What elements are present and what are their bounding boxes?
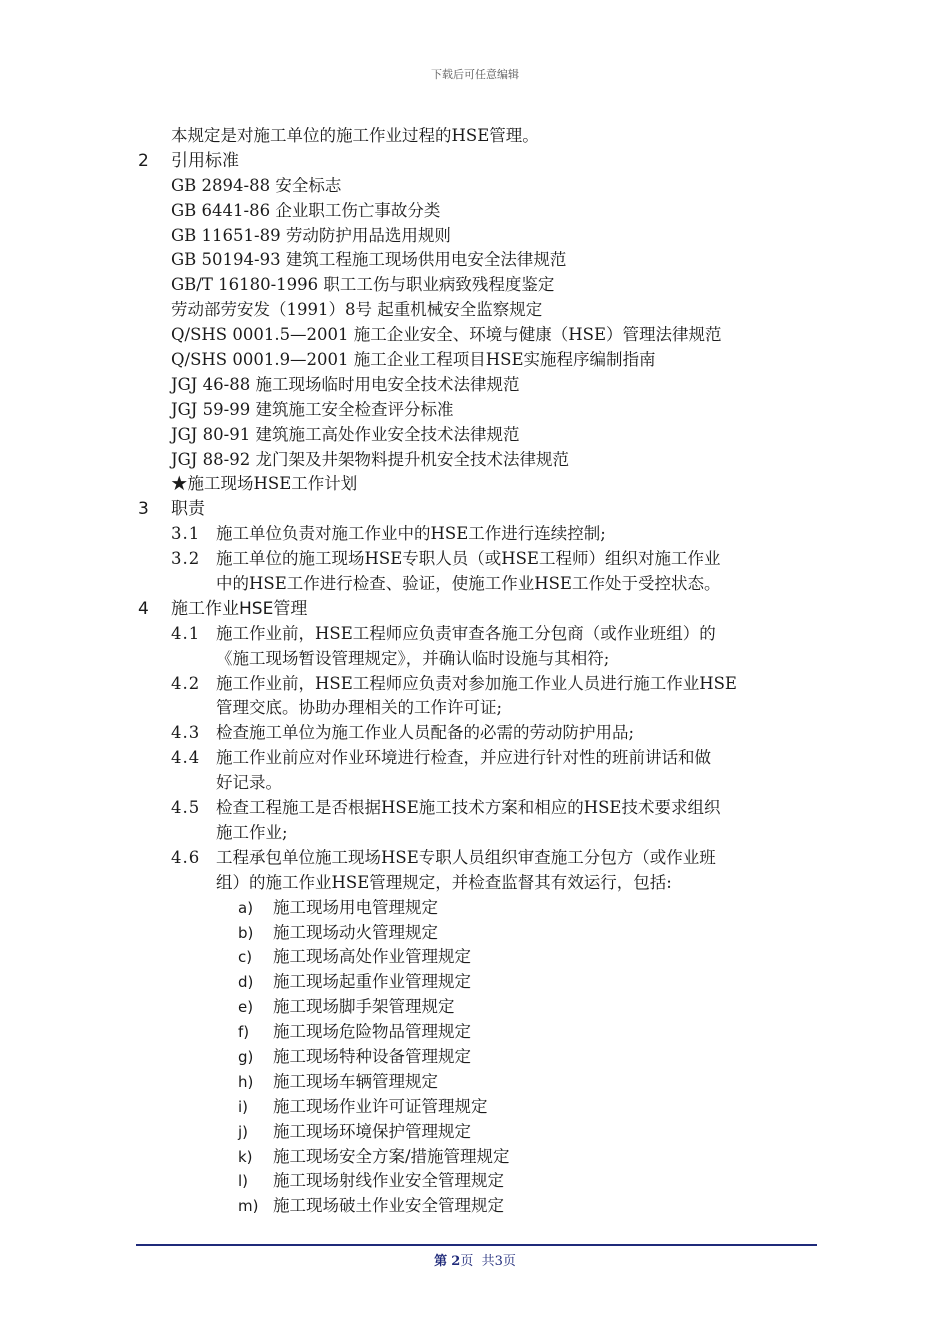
list-item-label: d)	[238, 973, 254, 992]
clause-line	[0, 746, 950, 771]
reference-item: GB 6441-86 企业职工伤亡事故分类	[171, 200, 441, 220]
list-item-label: l)	[238, 1172, 249, 1191]
header-note: 下载后可任意编辑	[431, 68, 519, 81]
page-suffix: 页	[460, 1254, 474, 1269]
clause-text: 《施工现场暂设管理规定》，并确认临时设施与其相符;	[216, 648, 610, 668]
reference-item: Q/SHS 0001.5—2001 施工企业安全、环境与健康（HSE）管理法律规范	[171, 325, 722, 345]
list-item-text: 施工现场破土作业安全管理规定	[273, 1196, 504, 1216]
section-3-items	[0, 522, 950, 597]
clause-text: 管理交底。协助办理相关的工作许可证;	[216, 698, 503, 718]
clause-text: 工程承包单位施工现场HSE专职人员组织审查施工分包方（或作业班	[216, 847, 716, 867]
reference-item: GB/T 16180-1996 职工工伤与职业病致残程度鉴定	[171, 275, 555, 295]
list-item-label: c)	[238, 948, 253, 967]
list-item	[0, 921, 950, 946]
section-3-heading	[0, 497, 950, 522]
reference-list	[0, 174, 950, 498]
reference-item: GB 2894-88 安全标志	[171, 175, 342, 195]
list-item-text: 施工现场特种设备管理规定	[273, 1046, 471, 1066]
reference-item: JGJ 80-91 建筑施工高处作业安全技术法律规范	[171, 424, 520, 444]
section-4-items	[0, 622, 950, 896]
reference-item: 劳动部劳安发（1991）8号 起重机械安全监察规定	[171, 300, 543, 320]
clause-text: 好记录。	[216, 773, 282, 793]
reference-item: ★施工现场HSE工作计划	[171, 474, 358, 494]
section-title: 引用标准	[171, 150, 239, 171]
clause-text: 施工作业前，HSE工程师应负责对参加施工作业人员进行施工作业HSE	[216, 673, 737, 693]
list-item	[0, 1095, 950, 1120]
clause-number: 4.1	[171, 623, 201, 643]
list-item	[0, 1169, 950, 1194]
list-item-text: 施工现场动火管理规定	[273, 922, 438, 942]
clause-line	[0, 871, 950, 896]
clause-line	[0, 821, 950, 846]
list-item-text: 施工现场环境保护管理规定	[273, 1121, 471, 1141]
section-4-heading	[0, 597, 950, 622]
clause-text: 施工单位的施工现场HSE专职人员（或HSE工程师）组织对施工作业	[216, 549, 721, 569]
list-item	[0, 896, 950, 921]
reference-item: JGJ 59-99 建筑施工安全检查评分标准	[171, 399, 454, 419]
clause-number: 4.4	[171, 748, 201, 768]
list-item	[0, 1070, 950, 1095]
page-total: 共3页	[481, 1254, 516, 1269]
list-item	[0, 1194, 950, 1219]
regulation-list	[0, 896, 950, 1220]
page-prefix: 第	[434, 1254, 448, 1269]
clause-number: 4.3	[171, 723, 201, 743]
clause-line	[0, 796, 950, 821]
clause-line	[0, 721, 950, 746]
list-item-text: 施工现场脚手架管理规定	[273, 997, 455, 1017]
list-item-text: 施工现场高处作业管理规定	[273, 947, 471, 967]
reference-item: Q/SHS 0001.9—2001 施工企业工程项目HSE实施程序编制指南	[171, 350, 656, 370]
list-item-label: a)	[238, 898, 254, 917]
clause-line	[0, 647, 950, 672]
footer-rule	[136, 1244, 817, 1246]
clause-number: 4.2	[171, 673, 201, 693]
clause-text: 施工作业;	[216, 822, 288, 842]
list-item	[0, 995, 950, 1020]
list-item	[0, 1145, 950, 1170]
reference-item: GB 50194-93 建筑工程施工现场供用电安全法律规范	[171, 250, 567, 270]
list-item-label: k)	[238, 1147, 253, 1166]
intro-paragraph: 本规定是对施工单位的施工作业过程的HSE管理。	[171, 126, 539, 145]
list-item-text: 施工现场射线作业安全管理规定	[273, 1171, 504, 1191]
clause-line	[0, 771, 950, 796]
clause-text: 施工作业前应对作业环境进行检查，并应进行针对性的班前讲话和做	[216, 748, 711, 768]
document-body	[0, 124, 950, 1219]
reference-item: JGJ 46-88 施工现场临时用电安全技术法律规范	[171, 374, 520, 394]
clause-number: 3.2	[171, 549, 201, 569]
clause-text: 检查工程施工是否根据HSE施工技术方案和相应的HSE技术要求组织	[216, 798, 721, 818]
list-item	[0, 1045, 950, 1070]
page-number: 2	[451, 1254, 461, 1269]
clause-line	[0, 696, 950, 721]
list-item-label: f)	[238, 1023, 250, 1042]
list-item-text: 施工现场车辆管理规定	[273, 1071, 438, 1091]
page-footer	[0, 1250, 950, 1269]
clause-line	[0, 547, 950, 572]
list-item-text: 施工现场用电管理规定	[273, 897, 438, 917]
list-item-text: 施工现场作业许可证管理规定	[273, 1096, 488, 1116]
clause-number: 3.1	[171, 524, 201, 544]
list-item-label: e)	[238, 998, 254, 1017]
section-number: 2	[138, 150, 149, 171]
clause-line	[0, 522, 950, 547]
section-title: 职责	[171, 499, 205, 520]
list-item-label: h)	[238, 1072, 254, 1091]
clause-line	[0, 846, 950, 871]
list-item-label: b)	[238, 923, 254, 942]
list-item-label: i)	[238, 1097, 249, 1116]
section-2-heading	[0, 149, 950, 174]
reference-item: JGJ 88-92 龙门架及井架物料提升机安全技术法律规范	[171, 449, 569, 469]
list-item-label: j)	[238, 1122, 249, 1141]
clause-number: 4.5	[171, 798, 201, 818]
clause-line	[0, 672, 950, 697]
list-item-label: g)	[238, 1047, 254, 1066]
list-item-text: 施工现场危险物品管理规定	[273, 1022, 471, 1042]
clause-text: 施工作业前，HSE工程师应负责审查各施工分包商（或作业班组）的	[216, 623, 716, 643]
section-number: 3	[138, 499, 149, 520]
clause-text: 中的HSE工作进行检查、验证，使施工作业HSE工作处于受控状态。	[216, 574, 721, 594]
list-item-text: 施工现场安全方案/措施管理规定	[273, 1146, 510, 1166]
clause-text: 检查施工单位为施工作业人员配备的必需的劳动防护用品;	[216, 723, 635, 743]
list-item-label: m)	[238, 1197, 259, 1216]
clause-number: 4.6	[171, 847, 201, 867]
reference-item: GB 11651-89 劳动防护用品选用规则	[171, 225, 451, 245]
clause-line	[0, 572, 950, 597]
list-item	[0, 945, 950, 970]
clause-text: 组）的施工作业HSE管理规定，并检查监督其有效运行，包括:	[216, 872, 672, 892]
section-title: 施工作业HSE管理	[171, 598, 308, 619]
list-item	[0, 970, 950, 995]
clause-line	[0, 622, 950, 647]
clause-text: 施工单位负责对施工作业中的HSE工作进行连续控制;	[216, 524, 606, 544]
list-item	[0, 1020, 950, 1045]
list-item	[0, 1120, 950, 1145]
section-number: 4	[138, 598, 149, 619]
list-item-text: 施工现场起重作业管理规定	[273, 972, 471, 992]
